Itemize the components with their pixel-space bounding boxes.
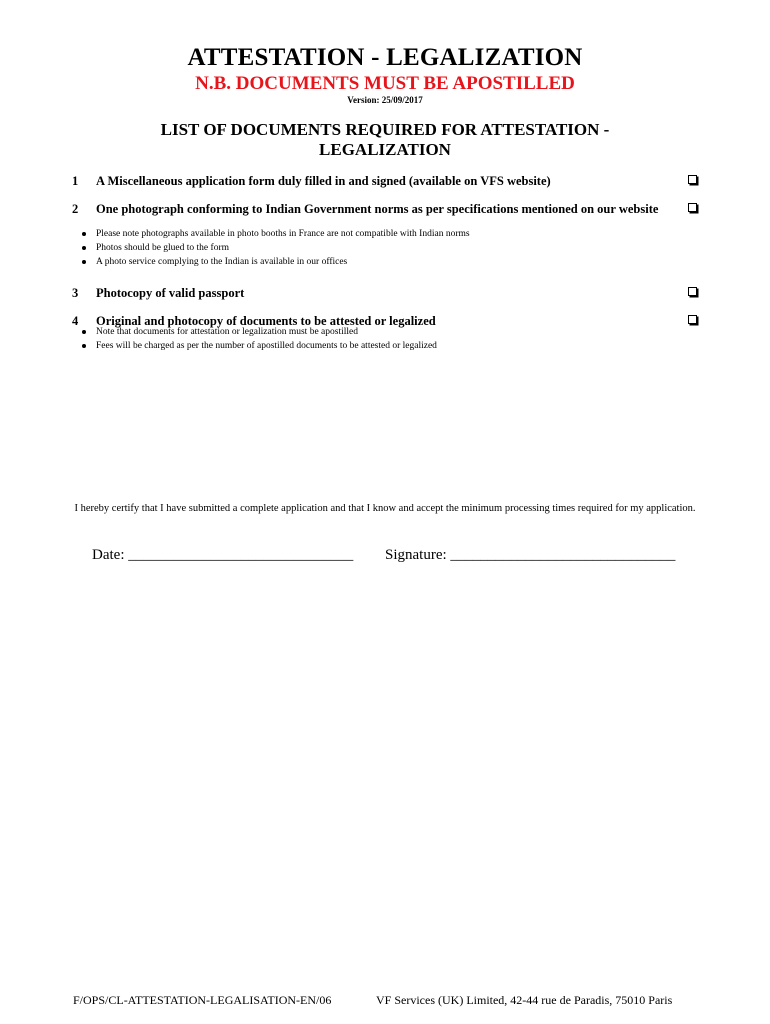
- item-number: 1: [72, 174, 79, 188]
- bullet-icon: [82, 246, 86, 250]
- item-number: 4: [72, 314, 79, 328]
- bullet-icon: [82, 344, 86, 348]
- signature-field[interactable]: Signature: ______________________________: [385, 547, 676, 563]
- document-title: ATTESTATION - LEGALIZATION: [187, 44, 583, 71]
- footer-company-address: VF Services (UK) Limited, 42-44 rue de Paradis, 75010 Paris: [376, 993, 673, 1007]
- item-number: 3: [72, 286, 79, 300]
- note-item: Fees will be charged as per the number of apostilled documents to be attested or legalized: [82, 339, 682, 353]
- note-item: Photos should be glued to the form: [82, 241, 682, 255]
- checkbox-icon[interactable]: [688, 315, 697, 324]
- bullet-icon: [82, 330, 86, 334]
- date-field[interactable]: Date: ______________________________: [92, 547, 354, 563]
- version-label: Version: 25/09/2017: [347, 95, 423, 105]
- list-item: [72, 174, 697, 190]
- item-notes: [82, 325, 682, 353]
- item-number: 2: [72, 202, 79, 216]
- apostille-notice: N.B. DOCUMENTS MUST BE APOSTILLED: [195, 73, 575, 94]
- note-item: Please note photographs available in photo booths in France are not compatible with Indian norms: [82, 227, 682, 241]
- item-text: One photograph conforming to Indian Government norms as per specifications mentioned on our website: [96, 202, 659, 216]
- note-item: Note that documents for attestation or legalization must be apostilled: [82, 325, 682, 339]
- checkbox-icon[interactable]: [688, 175, 697, 184]
- item-text: Original and photocopy of documents to be attested or legalized: [96, 314, 436, 328]
- checkbox-icon[interactable]: [688, 287, 697, 296]
- item-notes: [82, 227, 682, 269]
- bullet-icon: [82, 232, 86, 236]
- bullet-icon: [82, 260, 86, 264]
- certification-statement: I hereby certify that I have submitted a complete application and that I know and accept the minimum processing times required for my application.: [74, 503, 696, 514]
- item-text: A Miscellaneous application form duly filled in and signed (available on VFS website): [96, 174, 551, 188]
- footer-form-code: F/OPS/CL-ATTESTATION-LEGALISATION-EN/06: [73, 993, 332, 1007]
- note-item: A photo service complying to the Indian is available in our offices: [82, 255, 682, 269]
- list-item: [72, 286, 697, 302]
- list-heading: LIST OF DOCUMENTS REQUIRED FOR ATTESTATION - LEGALIZATION: [160, 120, 610, 159]
- checkbox-icon[interactable]: [688, 203, 697, 212]
- item-text: Photocopy of valid passport: [96, 286, 245, 300]
